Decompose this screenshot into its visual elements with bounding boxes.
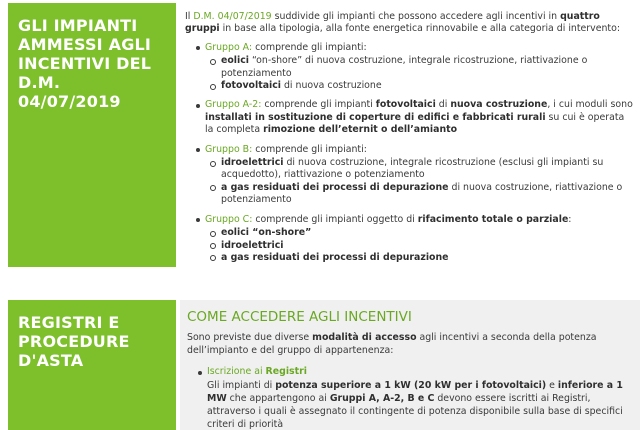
group-b-label: Gruppo B: xyxy=(205,143,253,155)
group-a2-label: Gruppo A-2: xyxy=(205,99,262,111)
list-item: eolici “on-shore” xyxy=(205,227,635,239)
registri-panel xyxy=(180,300,640,430)
group-a-label: Gruppo A: xyxy=(205,41,253,53)
dm-link[interactable]: D.M. 04/07/2019 xyxy=(193,11,272,22)
title-line: PROCEDURE xyxy=(18,332,130,351)
group-c-sublist xyxy=(205,227,635,264)
registri-description: Gli impianti di potenza superiore a 1 kW (20 kW per i fotovoltaici) e inferiore a 1 MW che appartengono ai Gruppi A, A-2, B e C devono essere iscritti ai Registri, attraverso i quali è assegnato il contingente di potenza disponibile sulla base di specifici criteri di priorità xyxy=(207,380,623,430)
registri-item: Iscrizione ai Registri Gli impianti di potenza superiore a 1 kW (20 kW per i fotovoltaici) e inferiore a 1 MW che appartengono ai Gruppi A, A-2, B e C devono essere iscritti ai Registri, attraverso i quali è assegnato il contingente di potenza disponibile sulla base di specifici criteri di priorità xyxy=(187,366,633,430)
group-a-item: Gruppo A: comprende gli impianti: eolici “on-shore” di nuova costruzione, integrale ricostruzione, riattivazione o potenziamento fotovoltaici di nuova costruzione xyxy=(185,42,635,93)
group-c-label: Gruppo C: xyxy=(205,213,253,225)
group-a-sublist xyxy=(205,55,635,92)
group-b-sublist xyxy=(205,157,635,207)
section-title-registri xyxy=(8,300,176,430)
group-c-item: Gruppo C: comprende gli impianti oggetto di rifacimento totale o parziale: eolici “on-shore” idroelettrici a gas residuati dei processi di depurazione xyxy=(185,214,635,265)
group-a2-item: Gruppo A-2: comprende gli impianti fotovoltaici di nuova costruzione, i cui moduli sono installati in sostituzione di coperture di edifici e fabbricati rurali su cui è operata la completa rimozione dell’eternit o dell’amianto xyxy=(185,99,635,136)
list-item: idroelettrici xyxy=(205,240,635,252)
title-line: REGISTRI E xyxy=(18,313,120,332)
section-title-impianti xyxy=(8,3,176,267)
group-b-item: Gruppo B: comprende gli impianti: idroelettrici di nuova costruzione, integrale ricostruzione (esclusi gli impianti su acquedotto), riattivazione o potenziamento a gas residuati dei processi di depurazione di nuova costruzione, riattivazione o potenziamento xyxy=(185,144,635,207)
list-item: a gas residuati dei processi di depurazione di nuova costruzione, riattivazione o potenziamento xyxy=(205,182,635,207)
title-line: AMMESSI AGLI xyxy=(18,35,152,54)
list-item: idroelettrici di nuova costruzione, integrale ricostruzione (esclusi gli impianti su acquedotto), riattivazione o potenziamento xyxy=(205,157,635,182)
section-heading: COME ACCEDERE AGLI INCENTIVI xyxy=(187,309,412,325)
title-line: INCENTIVI DEL xyxy=(18,54,152,73)
impianti-content xyxy=(185,11,635,271)
groups-list xyxy=(185,42,635,265)
title-line: GLI IMPIANTI xyxy=(18,16,138,35)
access-list xyxy=(187,366,633,430)
title-line: D.M. 04/07/2019 xyxy=(18,73,121,111)
title-line: D'ASTA xyxy=(18,351,84,370)
list-item: eolici “on-shore” di nuova costruzione, integrale ricostruzione, riattivazione o potenziamento xyxy=(205,55,635,80)
list-item: a gas residuati dei processi di depurazione xyxy=(205,252,635,264)
list-item: fotovoltaici di nuova costruzione xyxy=(205,80,635,92)
access-paragraph: Sono previste due diverse modalità di accesso agli incentivi a seconda della potenza dell’impianto e del gruppo di appartenenza: xyxy=(187,332,597,356)
intro-paragraph: Il D.M. 04/07/2019 suddivide gli impianti che possono accedere agli incentivi in quattro gruppi in base alla tipologia, alla fonte energetica rinnovabile e alla categoria di intervento: xyxy=(185,11,620,35)
